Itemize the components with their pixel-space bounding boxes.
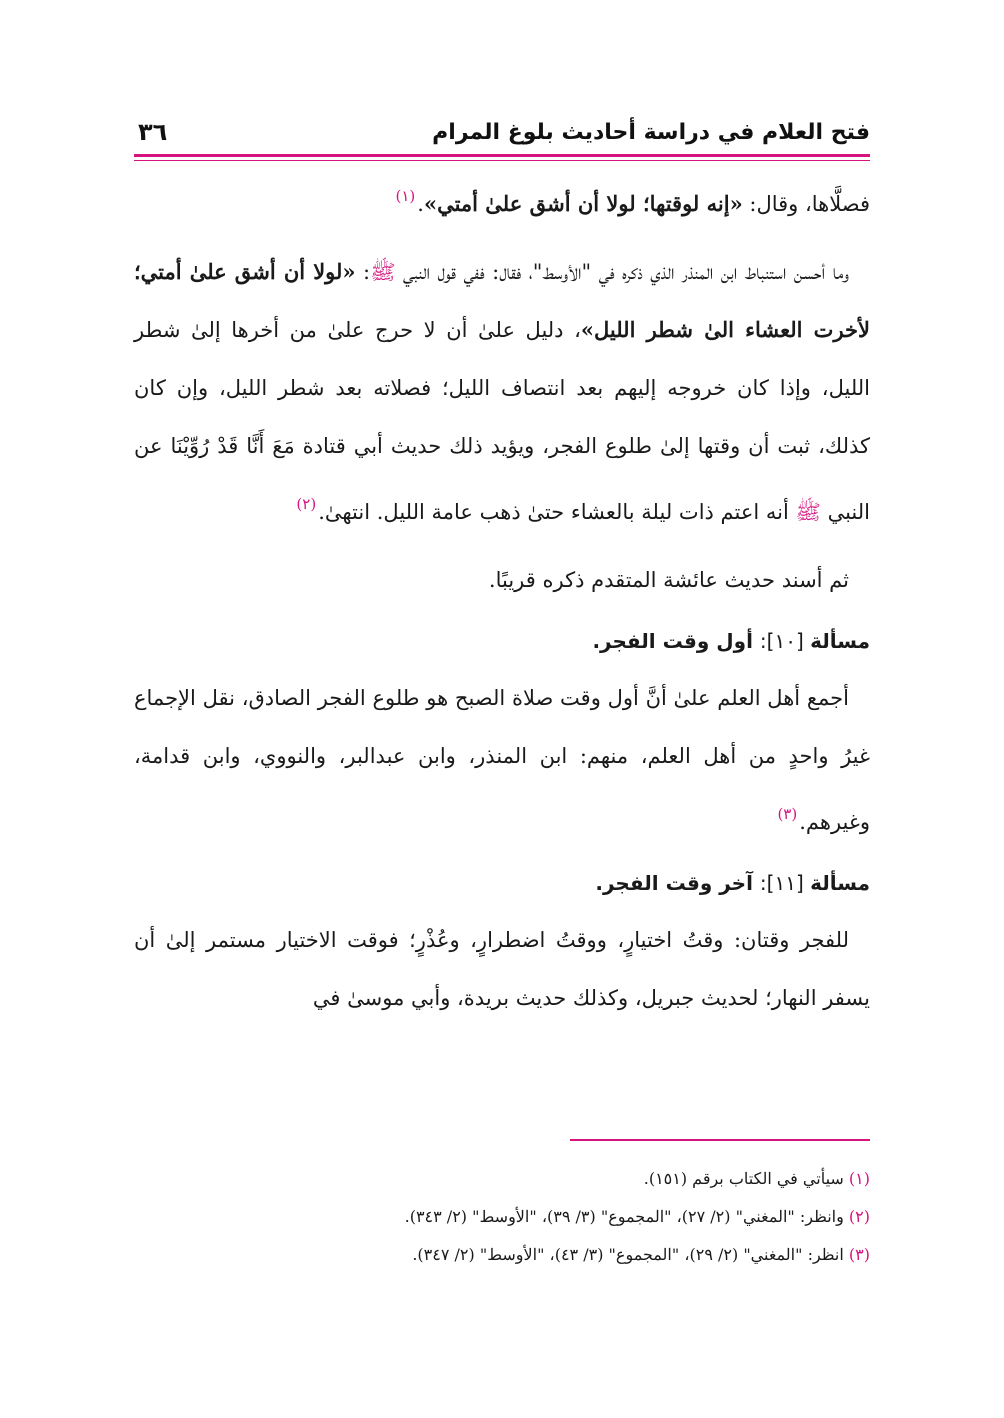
page-number: ٣٦ <box>138 118 168 146</box>
footnote-text: سيأتي في الكتاب برقم (١٥١). <box>643 1169 849 1188</box>
page <box>134 112 870 1264</box>
footnote-number: (١) <box>848 1169 870 1188</box>
book-title: فتح العلام في دراسة أحاديث بلوغ المرام <box>432 120 870 145</box>
paragraph-5 <box>134 911 870 1027</box>
text: فصلَّاها، وقال: <box>742 192 870 216</box>
text: وما أحسن استنباط ابن المنذر الذي ذكره في "الأوسط"، فقال: ففي قول النبي <box>395 260 849 284</box>
footnote-ref-2[interactable]: (٢) <box>296 495 317 513</box>
heading-number: [١٠]: <box>759 629 804 653</box>
text: : <box>355 260 371 284</box>
hadith-quote: «إنه لوقتها؛ لولا أن أشق علىٰ أمتي» <box>423 191 743 216</box>
section-heading-11 <box>134 863 870 903</box>
footnote-number: (٢) <box>848 1207 870 1226</box>
header-rule-thin <box>134 160 870 161</box>
heading-label: مسألة <box>810 629 870 653</box>
heading-title: آخر وقت الفجر. <box>595 871 760 895</box>
footnote-3 <box>134 1236 870 1274</box>
heading-title: أول وقت الفجر. <box>592 629 760 653</box>
heading-label: مسألة <box>810 871 870 895</box>
footnote-ref-1[interactable]: (١) <box>395 187 416 205</box>
salutation-glyph: ﷺ <box>370 260 396 284</box>
heading-number: [١١]: <box>759 871 804 895</box>
footnote-1 <box>134 1160 870 1198</box>
paragraph-3 <box>134 551 870 609</box>
footnote-rule <box>570 1139 870 1141</box>
section-heading-10 <box>134 621 870 661</box>
text: ، دليل علىٰ أن لا حرج علىٰ من أخرها إلىٰ شطر الليل، وإذا كان خروجه إليهم بعد انتصاف الليل؛ فصلاته بعد شطر الليل، وإن كان كذلك، ثبت أن وقتها إلىٰ طلوع الفجر، ويؤيد ذلك حديث أبي قتادة مَعَ أَنَّا قَدْ رُوِّيْنَا عن النبي <box>134 318 870 524</box>
text: أجمع أهل العلم علىٰ أنَّ أول وقت صلاة الصبح هو طلوع الفجر الصادق، نقل الإجماع غيرُ واحدٍ من أهل العلم، منهم: ابن المنذر، وابن عبدالبر، والنووي، وابن قدامة، وغيرهم. <box>134 686 870 834</box>
footnotes <box>134 1160 870 1274</box>
hadith-quote: «لولا أن أشق علىٰ أمتي؛ لأخرت العشاء الىٰ شطر الليل» <box>134 259 870 342</box>
footnote-ref-3[interactable]: (٣) <box>777 805 798 823</box>
header-rule-thick <box>134 154 870 157</box>
paragraph-4 <box>134 669 870 851</box>
salutation-glyph: ﷺ <box>795 500 821 524</box>
running-header <box>134 112 870 152</box>
text: ثم أسند حديث عائشة المتقدم ذكره قريبًا. <box>488 568 849 592</box>
text: . <box>417 192 424 216</box>
footnote-number: (٣) <box>848 1245 870 1264</box>
paragraph-2 <box>134 243 870 541</box>
text: للفجر وقتان: وقتُ اختيارٍ، ووقتُ اضطرارٍ، وعُذْرٍ؛ فوقت الاختيار مستمر إلىٰ أن يسفر النهار؛ لحديث جبريل، وكذلك حديث بريدة، وأبي موسىٰ في <box>134 928 870 1010</box>
footnote-text: انظر: "المغني" (٢/ ٢٩)، "المجموع" (٣/ ٤٣)، "الأوسط" (٢/ ٣٤٧). <box>412 1245 849 1264</box>
paragraph-1 <box>134 167 870 233</box>
text: أنه اعتم ذات ليلة بالعشاء حتىٰ ذهب عامة الليل. انتهىٰ. <box>318 500 796 524</box>
footnote-text: وانظر: "المغني" (٢/ ٢٧)، "المجموع" (٣/ ٣٩)، "الأوسط" (٢/ ٣٤٣). <box>404 1207 849 1226</box>
footnote-2 <box>134 1198 870 1236</box>
